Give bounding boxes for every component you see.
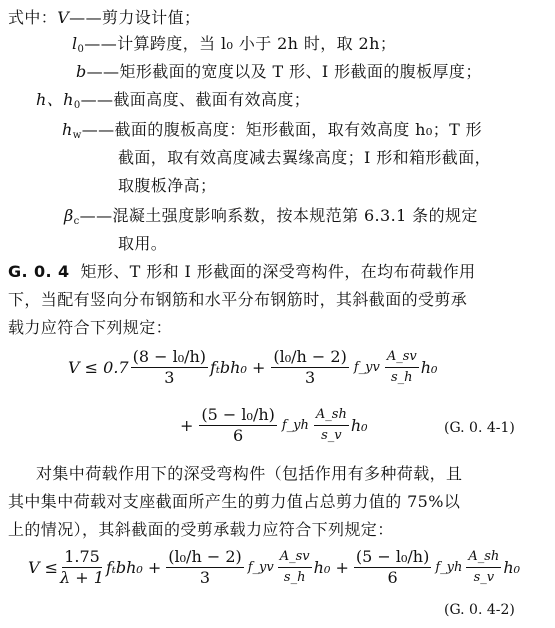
fraction: $\frac{\text{(5 − l₀/h)}}{6}$ [201,405,275,445]
fraction: $\frac{\text{(5 − l₀/h)}}{6}$ [355,547,430,587]
definition-beta-c [64,204,478,234]
symbol: $\beta_c$ [64,206,80,227]
dash: —— [81,120,115,139]
section-number: G. 0. 4 [8,262,70,281]
definition-text: 矩形截面的宽度以及 T 形、I 形截面的腹板厚度； [119,62,482,81]
fraction: $\frac{1.75}{\lambda + 1}$ [60,547,104,587]
dash: —— [86,62,120,81]
symbol: b [76,62,87,81]
equation-label-1: (G. 0. 4-1) [444,420,515,436]
formula-term: f_yv [247,560,274,575]
formula-term: f_yh [435,560,463,575]
definition-b [76,60,482,84]
definition-text: 剪力设计值； [101,8,201,27]
section-heading-line [8,260,476,284]
formula-lhs: V ≤ 0.7 [68,358,129,377]
formula-term: f_yh [281,418,309,433]
formula-1-line-1 [68,348,437,387]
fraction: $\frac{\text{(l₀/h − 2)}}{3}$ [168,547,242,587]
formula-term: h₀ [420,358,438,377]
paragraph-2-line-3: 上的情况），其斜截面的受剪承载力应符合下列规定： [8,520,394,539]
dash: —— [79,206,113,225]
definition-v [8,6,200,30]
symbol: V [57,8,70,27]
section-text: 矩形、T 形和 I 形截面的深受弯构件，在均布荷载作用 [80,262,476,281]
dash: —— [69,8,102,27]
symbol: h、$h_0$ [36,90,81,111]
definition-hw-cont-1: 截面，取有效高度减去翼缘高度；I 形和箱形截面， [118,148,492,167]
dash: —— [80,90,114,109]
definition-text: 截面高度、截面有效高度； [113,90,311,109]
fraction: $\frac{A\_sv}{s\_h}$ [386,349,417,385]
formula-1-line-2 [180,406,368,445]
formula-term: f_yv [353,360,380,375]
definition-l0 [72,32,396,62]
definition-text: 计算跨度，当 l₀ 小于 2h 时，取 2h； [117,34,397,53]
definition-h-h0 [36,88,310,118]
fraction: $\frac{A\_sh}{s\_v}$ [315,407,347,443]
fraction: $\frac{A\_sv}{s\_h}$ [279,549,310,585]
section-line-3: 载力应符合下列规定： [8,318,173,337]
formula-term: h₀ [350,416,368,435]
formula-2 [28,548,520,587]
paragraph-2-line-1: 对集中荷载作用下的深受弯构件（包括作用有多种荷载，且 [36,464,463,483]
fraction: $\frac{A\_sh}{s\_v}$ [468,549,500,585]
formula-lhs: V ≤ [28,558,59,577]
symbol: $h_w$ [62,120,82,141]
definition-prefix: 式中： [8,8,58,27]
definition-hw [62,118,482,148]
formula-term: fₜbh₀ + [210,358,266,377]
section-line-2: 下，当配有竖向分布钢筋和水平分布钢筋时，其斜截面的受剪承 [8,290,468,309]
definition-beta-c-cont: 取用。 [118,234,168,253]
paragraph-2-line-2: 其中集中荷载对支座截面所产生的剪力值占总剪力值的 75%以 [8,492,461,511]
symbol: $l_0$ [72,34,85,55]
fraction: $\frac{\text{(8 − l₀/h)}}{3}$ [132,347,207,387]
formula-term: h₀ [503,558,521,577]
formula-term: fₜbh₀ + [105,558,162,577]
fraction: $\frac{\text{(l₀/h − 2)}}{3}$ [273,347,347,387]
dash: —— [84,34,118,53]
formula-term: h₀ + [313,558,349,577]
equation-label-2: (G. 0. 4-2) [444,602,515,618]
definition-hw-cont-2: 取腹板净高； [118,176,217,195]
formula-plus: + [180,416,194,435]
definition-text: 混凝土强度影响系数，按本规范第 6.3.1 条的规定 [112,206,478,225]
definition-text: 截面的腹板高度：矩形截面，取有效高度 h₀；T 形 [114,120,483,139]
